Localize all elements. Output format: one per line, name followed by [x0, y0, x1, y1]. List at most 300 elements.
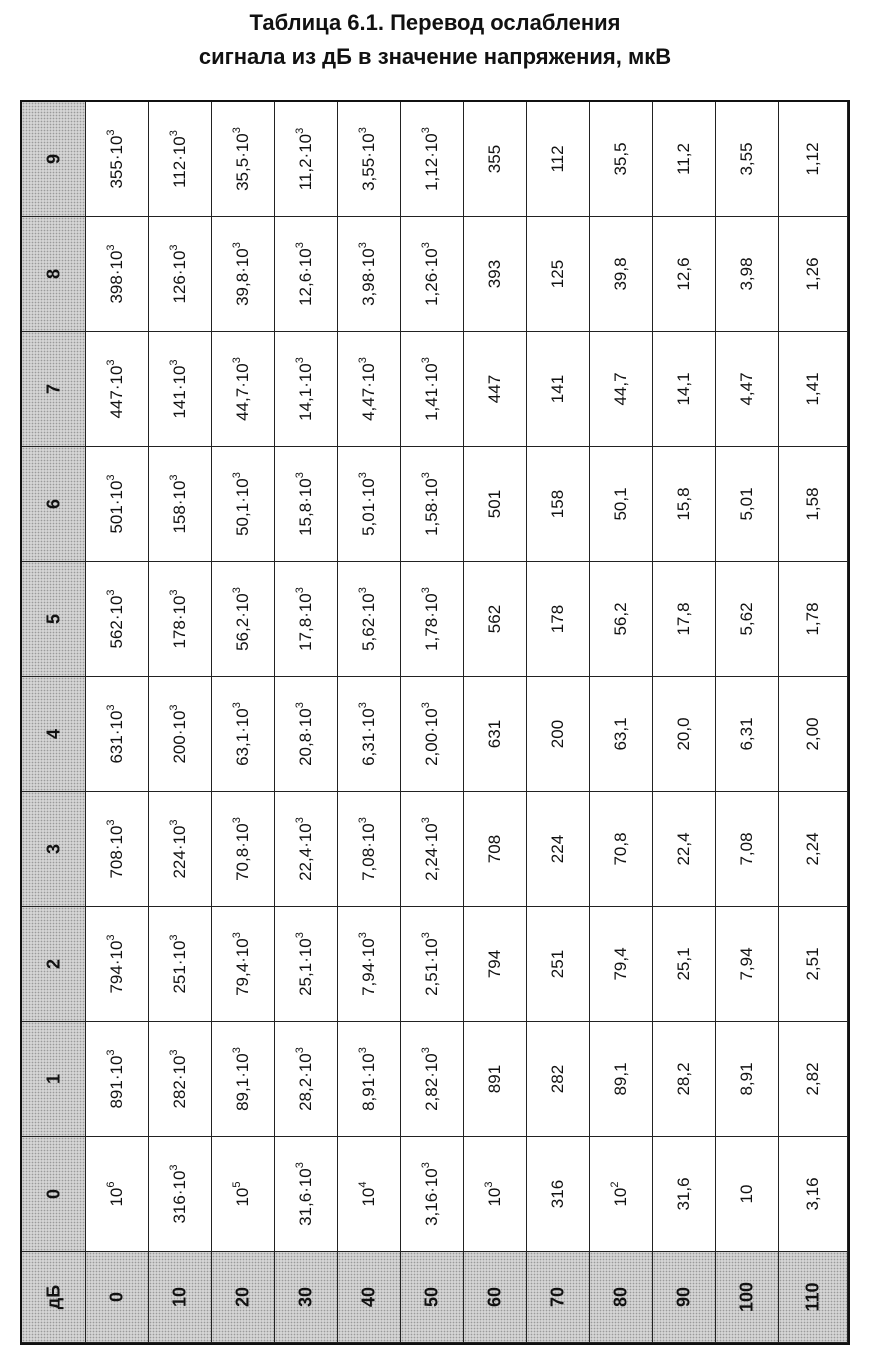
table-cell-value: [233, 587, 253, 651]
column-header: [22, 677, 86, 792]
table-cell: [653, 677, 716, 792]
table-cell: [338, 792, 401, 907]
cell-exponent: 3: [168, 130, 180, 137]
row-header: [401, 1252, 464, 1343]
table-cell: [716, 1022, 779, 1137]
table-cell: [464, 677, 527, 792]
table-cell: [590, 217, 653, 332]
table-cell-value: [107, 474, 127, 533]
table-cell: [779, 677, 848, 792]
cell-mantissa: 112·10: [170, 136, 189, 188]
table-cell: [653, 217, 716, 332]
cell-mantissa: 15,8: [674, 487, 693, 521]
table-cell-value: [803, 947, 823, 980]
table-cell: [779, 907, 848, 1022]
cell-mantissa: 10: [233, 1187, 252, 1207]
cell-exponent: 5: [231, 1181, 243, 1188]
row-header-label: 20: [232, 1286, 253, 1308]
table-cell-value: [611, 372, 631, 405]
cell-mantissa: 31,6·10: [296, 1168, 315, 1226]
cell-exponent: 3: [168, 934, 180, 941]
table-cell: [527, 907, 590, 1022]
table-cell-value: [548, 1180, 568, 1208]
table-cell: [149, 1022, 212, 1137]
table-cell-value: [548, 605, 568, 633]
table-cell: [716, 217, 779, 332]
cell-exponent: 3: [168, 244, 180, 251]
table-cell-value: [296, 932, 316, 996]
table-cell-value: [422, 127, 442, 191]
cell-mantissa: 794·10: [107, 940, 126, 994]
table-cell-value: [107, 1181, 127, 1206]
table-cell: [86, 1022, 149, 1137]
corner-header-label: дБ: [43, 1284, 63, 1310]
cell-exponent: 3: [168, 589, 180, 596]
table-cell-value: [233, 932, 253, 996]
table-cell: [779, 562, 848, 677]
cell-mantissa: 2,00·10: [422, 708, 441, 766]
cell-mantissa: 1,78·10: [422, 593, 441, 651]
table-cell-value: [296, 702, 316, 766]
table-cell: [401, 1022, 464, 1137]
cell-mantissa: 8,91: [737, 1062, 756, 1096]
cell-exponent: 3: [357, 702, 369, 709]
cell-exponent: 3: [357, 587, 369, 594]
column-header-label: 9: [43, 153, 63, 165]
row-header-label: 80: [610, 1286, 631, 1308]
table-cell-value: [359, 1181, 379, 1206]
table-cell: [527, 792, 590, 907]
column-header: [22, 332, 86, 447]
table-cell-value: [422, 1162, 442, 1226]
table-cell-value: [611, 487, 631, 520]
cell-exponent: 3: [105, 819, 117, 826]
table-cell-value: [737, 1062, 757, 1095]
table-cell: [275, 562, 338, 677]
table-cell: [401, 102, 464, 217]
cell-mantissa: 10: [485, 1187, 504, 1207]
table-cell: [527, 562, 590, 677]
cell-mantissa: 20,8·10: [296, 708, 315, 766]
cell-exponent: 3: [357, 1047, 369, 1054]
cell-mantissa: 393: [485, 259, 504, 289]
cell-mantissa: 282·10: [170, 1055, 189, 1109]
table-cell-value: [422, 242, 442, 306]
table-cell: [653, 1137, 716, 1252]
table-cell: [716, 562, 779, 677]
cell-mantissa: 2,82: [803, 1062, 822, 1096]
cell-mantissa: 2,24: [803, 832, 822, 866]
table-cell-value: [170, 589, 190, 648]
table-cell-value: [485, 375, 505, 403]
cell-exponent: 3: [420, 1162, 432, 1169]
cell-mantissa: 11,2·10: [296, 133, 315, 191]
cell-mantissa: 7,08·10: [359, 823, 378, 881]
cell-mantissa: 17,8·10: [296, 593, 315, 651]
row-header-label: 40: [358, 1286, 379, 1308]
table-cell: [590, 1137, 653, 1252]
table-cell: [527, 332, 590, 447]
table-cell-value: [359, 127, 379, 191]
cell-mantissa: 200: [548, 719, 567, 749]
table-cell-value: [359, 817, 379, 881]
cell-mantissa: 89,1: [611, 1062, 630, 1096]
table-cell-value: [485, 950, 505, 978]
cell-mantissa: 3,98·10: [359, 248, 378, 306]
table-cell-value: [422, 587, 442, 651]
cell-mantissa: 50,1: [611, 487, 630, 521]
cell-mantissa: 89,1·10: [233, 1053, 252, 1111]
row-header: [212, 1252, 275, 1343]
row-header-label: 110: [802, 1282, 823, 1312]
table-cell: [275, 1022, 338, 1137]
table-cell-value: [548, 950, 568, 978]
table-cell-value: [359, 932, 379, 996]
table-cell: [590, 907, 653, 1022]
table-cell-value: [170, 819, 190, 878]
table-cell: [779, 1137, 848, 1252]
table-cell: [401, 217, 464, 332]
table-cell: [590, 562, 653, 677]
cell-exponent: 3: [231, 587, 243, 594]
cell-mantissa: 631: [485, 719, 504, 749]
cell-mantissa: 1,58: [803, 487, 822, 521]
table-cell-value: [296, 128, 316, 191]
table-cell: [779, 447, 848, 562]
table-cell: [464, 1022, 527, 1137]
table-cell-value: [803, 1177, 823, 1210]
table-cell: [275, 677, 338, 792]
table-cell-value: [170, 1164, 190, 1223]
table-cell-value: [107, 1049, 127, 1108]
cell-exponent: 3: [168, 1164, 180, 1171]
table-cell-value: [485, 835, 505, 863]
table-cell-value: [233, 1047, 253, 1111]
cell-mantissa: 355: [485, 144, 504, 174]
row-header: [590, 1252, 653, 1343]
cell-exponent: 3: [168, 819, 180, 826]
table-cell: [338, 332, 401, 447]
row-header: [86, 1252, 149, 1343]
table-cell: [86, 1137, 149, 1252]
table-cell-value: [422, 1047, 442, 1111]
table-cell-value: [233, 242, 253, 306]
cell-mantissa: 224·10: [170, 825, 189, 879]
column-header: [22, 1137, 86, 1252]
cell-exponent: 3: [420, 702, 432, 709]
table-cell-value: [107, 359, 127, 418]
cell-mantissa: 12,6: [674, 257, 693, 291]
cell-mantissa: 501·10: [107, 480, 126, 534]
cell-mantissa: 44,7·10: [233, 363, 252, 421]
cell-exponent: 3: [357, 127, 369, 134]
table-cell: [464, 332, 527, 447]
cell-mantissa: 1,41: [803, 372, 822, 406]
cell-mantissa: 2,24·10: [422, 823, 441, 881]
cell-mantissa: 7,94: [737, 947, 756, 981]
table-cell: [212, 677, 275, 792]
cell-mantissa: 141: [548, 374, 567, 404]
row-header-label: 30: [295, 1286, 316, 1308]
table-cell-value: [422, 932, 442, 996]
cell-mantissa: 891: [485, 1064, 504, 1094]
table-cell: [149, 562, 212, 677]
table-cell-value: [107, 129, 127, 188]
cell-mantissa: 17,8: [674, 602, 693, 636]
table-cell-value: [548, 375, 568, 403]
table-cell-value: [548, 1065, 568, 1093]
table-cell-value: [674, 372, 694, 405]
table-cell: [149, 792, 212, 907]
table-cell-value: [674, 143, 694, 175]
table-cell: [86, 562, 149, 677]
cell-exponent: 3: [231, 242, 243, 249]
cell-mantissa: 28,2·10: [296, 1053, 315, 1111]
cell-mantissa: 158: [548, 489, 567, 519]
table-cell-value: [359, 702, 379, 766]
table-cell: [338, 562, 401, 677]
table-cell-value: [485, 1181, 505, 1206]
table-cell: [275, 102, 338, 217]
cell-mantissa: 14,1: [674, 372, 693, 406]
cell-mantissa: 8,91·10: [359, 1053, 378, 1111]
table-cell-value: [803, 372, 823, 405]
cell-mantissa: 31,6: [674, 1177, 693, 1211]
cell-mantissa: 2,51·10: [422, 938, 441, 996]
row-header: [149, 1252, 212, 1343]
table-cell-value: [359, 242, 379, 306]
cell-mantissa: 501: [485, 489, 504, 519]
table-cell: [401, 562, 464, 677]
cell-exponent: 3: [105, 934, 117, 941]
table-cell-value: [485, 605, 505, 633]
table-cell: [275, 332, 338, 447]
row-header-label: 90: [673, 1286, 694, 1308]
cell-mantissa: 251: [548, 949, 567, 979]
table-cell: [212, 102, 275, 217]
cell-mantissa: 1,12: [803, 142, 822, 176]
table-cell-value: [548, 260, 568, 288]
table-cell: [464, 907, 527, 1022]
cell-exponent: 3: [294, 932, 306, 939]
table-cell-value: [737, 832, 757, 865]
table-cell: [590, 677, 653, 792]
cell-mantissa: 7,94·10: [359, 938, 378, 996]
table-cell-value: [674, 1062, 694, 1095]
table-cell: [401, 907, 464, 1022]
cell-exponent: 3: [294, 587, 306, 594]
cell-mantissa: 25,1·10: [296, 938, 315, 996]
table-cell: [716, 332, 779, 447]
cell-exponent: 3: [294, 242, 306, 249]
table-cell: [653, 332, 716, 447]
cell-mantissa: 10: [359, 1187, 378, 1207]
table-cell: [86, 447, 149, 562]
cell-mantissa: 5,01·10: [359, 478, 378, 536]
cell-mantissa: 35,5·10: [233, 133, 252, 191]
cell-mantissa: 4,47: [737, 372, 756, 406]
table-cell-value: [611, 602, 631, 635]
table-cell-value: [107, 704, 127, 763]
column-header: [22, 562, 86, 677]
table-cell: [149, 102, 212, 217]
table-title-line-1: Таблица 6.1. Перевод ослабления: [249, 10, 621, 35]
table-cell: [401, 677, 464, 792]
table-cell-value: [296, 242, 316, 306]
table-cell-value: [674, 257, 694, 290]
cell-mantissa: 79,4·10: [233, 938, 252, 996]
cell-mantissa: 5,01: [737, 487, 756, 521]
cell-mantissa: 20,0: [674, 717, 693, 751]
table-cell: [86, 217, 149, 332]
row-header-label: 0: [106, 1291, 127, 1303]
table-cell: [212, 332, 275, 447]
table-cell: [86, 677, 149, 792]
cell-exponent: 3: [420, 127, 432, 134]
table-cell: [527, 677, 590, 792]
cell-mantissa: 6,31·10: [359, 708, 378, 766]
cell-mantissa: 22,4·10: [296, 823, 315, 881]
table-cell-value: [674, 487, 694, 520]
table-cell: [527, 102, 590, 217]
table-cell-value: [803, 1062, 823, 1095]
cell-exponent: 3: [168, 359, 180, 366]
table-cell-value: [170, 474, 190, 533]
table-cell-value: [611, 257, 631, 290]
column-header-label: 1: [43, 1073, 63, 1085]
cell-exponent: 3: [231, 932, 243, 939]
column-header: [22, 217, 86, 332]
table-cell-value: [170, 130, 190, 188]
table-cell: [653, 562, 716, 677]
cell-mantissa: 5,62: [737, 602, 756, 636]
table-cell-value: [674, 1177, 694, 1210]
table-cell: [212, 562, 275, 677]
cell-mantissa: 12,6·10: [296, 248, 315, 306]
table-cell-value: [737, 947, 757, 980]
table-cell-value: [548, 720, 568, 748]
table-cell-value: [674, 832, 694, 865]
cell-mantissa: 447: [485, 374, 504, 404]
table-cell: [338, 447, 401, 562]
cell-mantissa: 6,31: [737, 717, 756, 751]
cell-mantissa: 35,5: [611, 142, 630, 176]
cell-mantissa: 2,82·10: [422, 1053, 441, 1111]
table-cell-value: [107, 589, 127, 648]
cell-mantissa: 178: [548, 604, 567, 634]
table-cell-value: [803, 717, 823, 750]
cell-mantissa: 1,12·10: [422, 133, 441, 191]
row-header: [275, 1252, 338, 1343]
cell-mantissa: 70,8: [611, 832, 630, 866]
cell-mantissa: 22,4: [674, 832, 693, 866]
cell-exponent: 3: [105, 359, 117, 366]
table-cell: [275, 1137, 338, 1252]
table-cell: [212, 217, 275, 332]
table-cell-value: [737, 142, 757, 175]
table-cell: [338, 907, 401, 1022]
table-cell-value: [737, 1185, 757, 1204]
cell-mantissa: 562·10: [107, 595, 126, 649]
table-cell-value: [296, 587, 316, 651]
table-cell-value: [803, 602, 823, 635]
row-header-label: 70: [547, 1286, 568, 1308]
table-cell-value: [296, 472, 316, 536]
table-cell: [275, 792, 338, 907]
cell-mantissa: 44,7: [611, 372, 630, 406]
table-cell-value: [737, 487, 757, 520]
table-cell: [464, 102, 527, 217]
row-header: [338, 1252, 401, 1343]
table-cell: [212, 447, 275, 562]
table-cell-value: [233, 127, 253, 191]
table-cell-value: [611, 1062, 631, 1095]
cell-mantissa: 1,41·10: [422, 363, 441, 421]
table-cell-value: [485, 1065, 505, 1093]
cell-exponent: 3: [420, 932, 432, 939]
cell-mantissa: 39,8·10: [233, 248, 252, 306]
cell-mantissa: 125: [548, 259, 567, 289]
cell-mantissa: 355·10: [107, 135, 126, 189]
row-header: [653, 1252, 716, 1343]
cell-exponent: 3: [294, 1047, 306, 1054]
table-cell: [401, 1137, 464, 1252]
cell-mantissa: 63,1·10: [233, 708, 252, 766]
table-cell: [86, 102, 149, 217]
cell-mantissa: 50,1·10: [233, 478, 252, 536]
cell-exponent: 3: [231, 472, 243, 479]
cell-exponent: 3: [105, 474, 117, 481]
cell-mantissa: 56,2·10: [233, 593, 252, 651]
table-cell-value: [233, 1181, 253, 1206]
table-cell: [86, 792, 149, 907]
table-cell: [338, 217, 401, 332]
column-header-label: 6: [43, 498, 63, 510]
table-cell: [149, 907, 212, 1022]
table-cell-value: [611, 1181, 631, 1206]
cell-exponent: 3: [420, 242, 432, 249]
cell-mantissa: 126·10: [170, 250, 189, 304]
table-cell-value: [611, 832, 631, 865]
table-cell-value: [170, 1049, 190, 1108]
table-cell: [401, 332, 464, 447]
table-cell: [590, 447, 653, 562]
table-cell-value: [737, 717, 757, 750]
cell-exponent: 3: [294, 472, 306, 479]
cell-mantissa: 316·10: [170, 1170, 189, 1224]
table-cell: [716, 677, 779, 792]
cell-exponent: 3: [357, 932, 369, 939]
table-cell-value: [674, 602, 694, 635]
table-cell: [338, 677, 401, 792]
table-cell-value: [107, 819, 127, 878]
cell-mantissa: 794: [485, 949, 504, 979]
table-cell: [653, 447, 716, 562]
cell-exponent: 3: [168, 704, 180, 711]
column-header: [22, 792, 86, 907]
table-cell: [149, 1137, 212, 1252]
table-title-line-2: сигнала из дБ в значение напряжения, мкВ: [198, 44, 672, 69]
corner-header: [22, 1252, 86, 1343]
cell-mantissa: 3,55·10: [359, 133, 378, 191]
cell-mantissa: 11,2: [674, 143, 693, 175]
table-cell: [779, 1022, 848, 1137]
cell-exponent: 3: [105, 244, 117, 251]
cell-exponent: 3: [294, 127, 306, 134]
cell-exponent: 3: [420, 817, 432, 824]
cell-exponent: 6: [105, 1181, 117, 1188]
table-cell: [716, 1137, 779, 1252]
